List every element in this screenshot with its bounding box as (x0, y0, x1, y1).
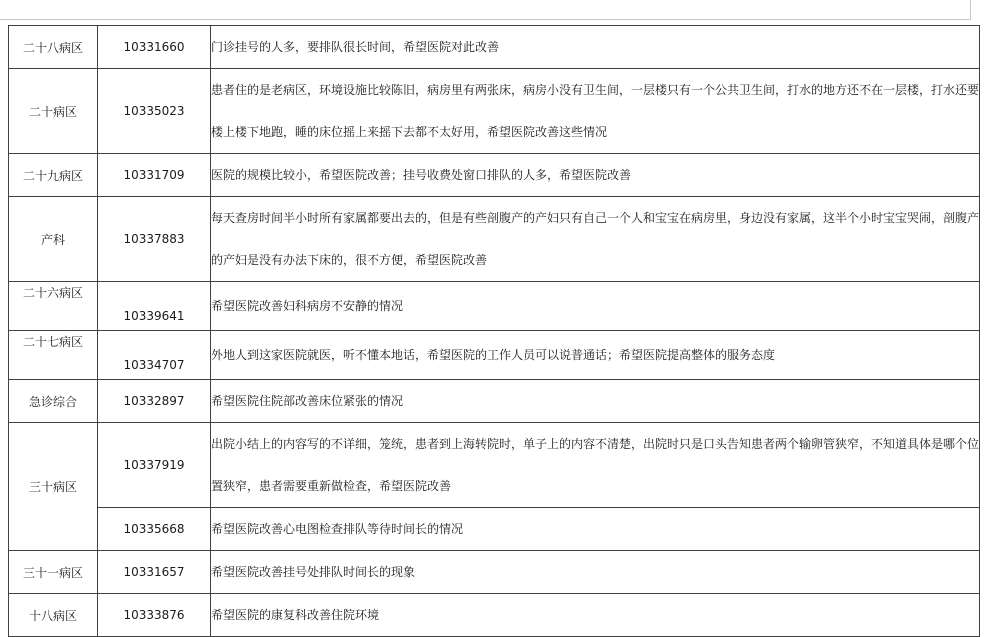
table-row (9, 154, 980, 197)
table-row (9, 26, 980, 69)
dept-cell: 二十六病区 (9, 282, 98, 331)
id-cell: 10337883 (98, 197, 211, 282)
id-cell: 10335023 (98, 69, 211, 154)
id-cell: 10333876 (98, 594, 211, 637)
dept-cell: 三十一病区 (9, 551, 98, 594)
table-row (9, 551, 980, 594)
dept-cell: 二十九病区 (9, 154, 98, 197)
description-cell: 门诊挂号的人多，要排队很长时间，希望医院对此改善 (211, 26, 980, 69)
table-row (9, 423, 980, 508)
description-cell: 医院的规模比较小，希望医院改善；挂号收费处窗口排队的人多，希望医院改善 (211, 154, 980, 197)
description-cell: 希望医院的康复科改善住院环境 (211, 594, 980, 637)
table-row (9, 69, 980, 154)
dept-cell: 产科 (9, 197, 98, 282)
id-cell: 10334707 (98, 331, 211, 380)
id-cell: 10337919 (98, 423, 211, 508)
description-cell: 患者住的是老病区，环境设施比较陈旧，病房里有两张床，病房小没有卫生间，一层楼只有一个公共卫生间，打水的地方还不在一层楼，打水还要楼上楼下地跑，睡的床位摇上来摇下去都不太好用，希望医院改善这些情况 (211, 69, 980, 154)
table-row (9, 282, 980, 331)
dept-cell: 三十病区 (9, 423, 98, 551)
description-cell: 每天查房时间半小时所有家属都要出去的，但是有些剖腹产的产妇只有自己一个人和宝宝在病房里，身边没有家属，这半个小时宝宝哭闹，剖腹产的产妇是没有办法下床的，很不方便，希望医院改善 (211, 197, 980, 282)
page-top-rule (0, 19, 970, 20)
dept-cell: 二十七病区 (9, 331, 98, 380)
table-row (9, 380, 980, 423)
id-cell: 10339641 (98, 282, 211, 331)
dept-cell: 二十病区 (9, 69, 98, 154)
dept-cell: 二十八病区 (9, 26, 98, 69)
table-row (9, 197, 980, 282)
id-cell: 10331709 (98, 154, 211, 197)
id-cell: 10332897 (98, 380, 211, 423)
description-cell: 希望医院改善妇科病房不安静的情况 (211, 282, 980, 331)
id-cell: 10331660 (98, 26, 211, 69)
table-row (9, 594, 980, 637)
description-cell: 希望医院改善心电图检查排队等待时间长的情况 (211, 508, 980, 551)
description-cell: 希望医院住院部改善床位紧张的情况 (211, 380, 980, 423)
dept-cell: 十八病区 (9, 594, 98, 637)
id-cell: 10331657 (98, 551, 211, 594)
id-cell: 10335668 (98, 508, 211, 551)
table-row (9, 508, 980, 551)
page-margin-mark (970, 0, 971, 20)
description-cell: 出院小结上的内容写的不详细，笼统，患者到上海转院时，单子上的内容不清楚，出院时只是口头告知患者两个输卵管狭窄，不知道具体是哪个位置狭窄，患者需要重新做检查，希望医院改善 (211, 423, 980, 508)
description-cell: 外地人到这家医院就医，听不懂本地话，希望医院的工作人员可以说普通话；希望医院提高整体的服务态度 (211, 331, 980, 380)
dept-cell: 急诊综合 (9, 380, 98, 423)
table-row (9, 331, 980, 380)
feedback-table (8, 25, 980, 637)
description-cell: 希望医院改善挂号处排队时间长的现象 (211, 551, 980, 594)
